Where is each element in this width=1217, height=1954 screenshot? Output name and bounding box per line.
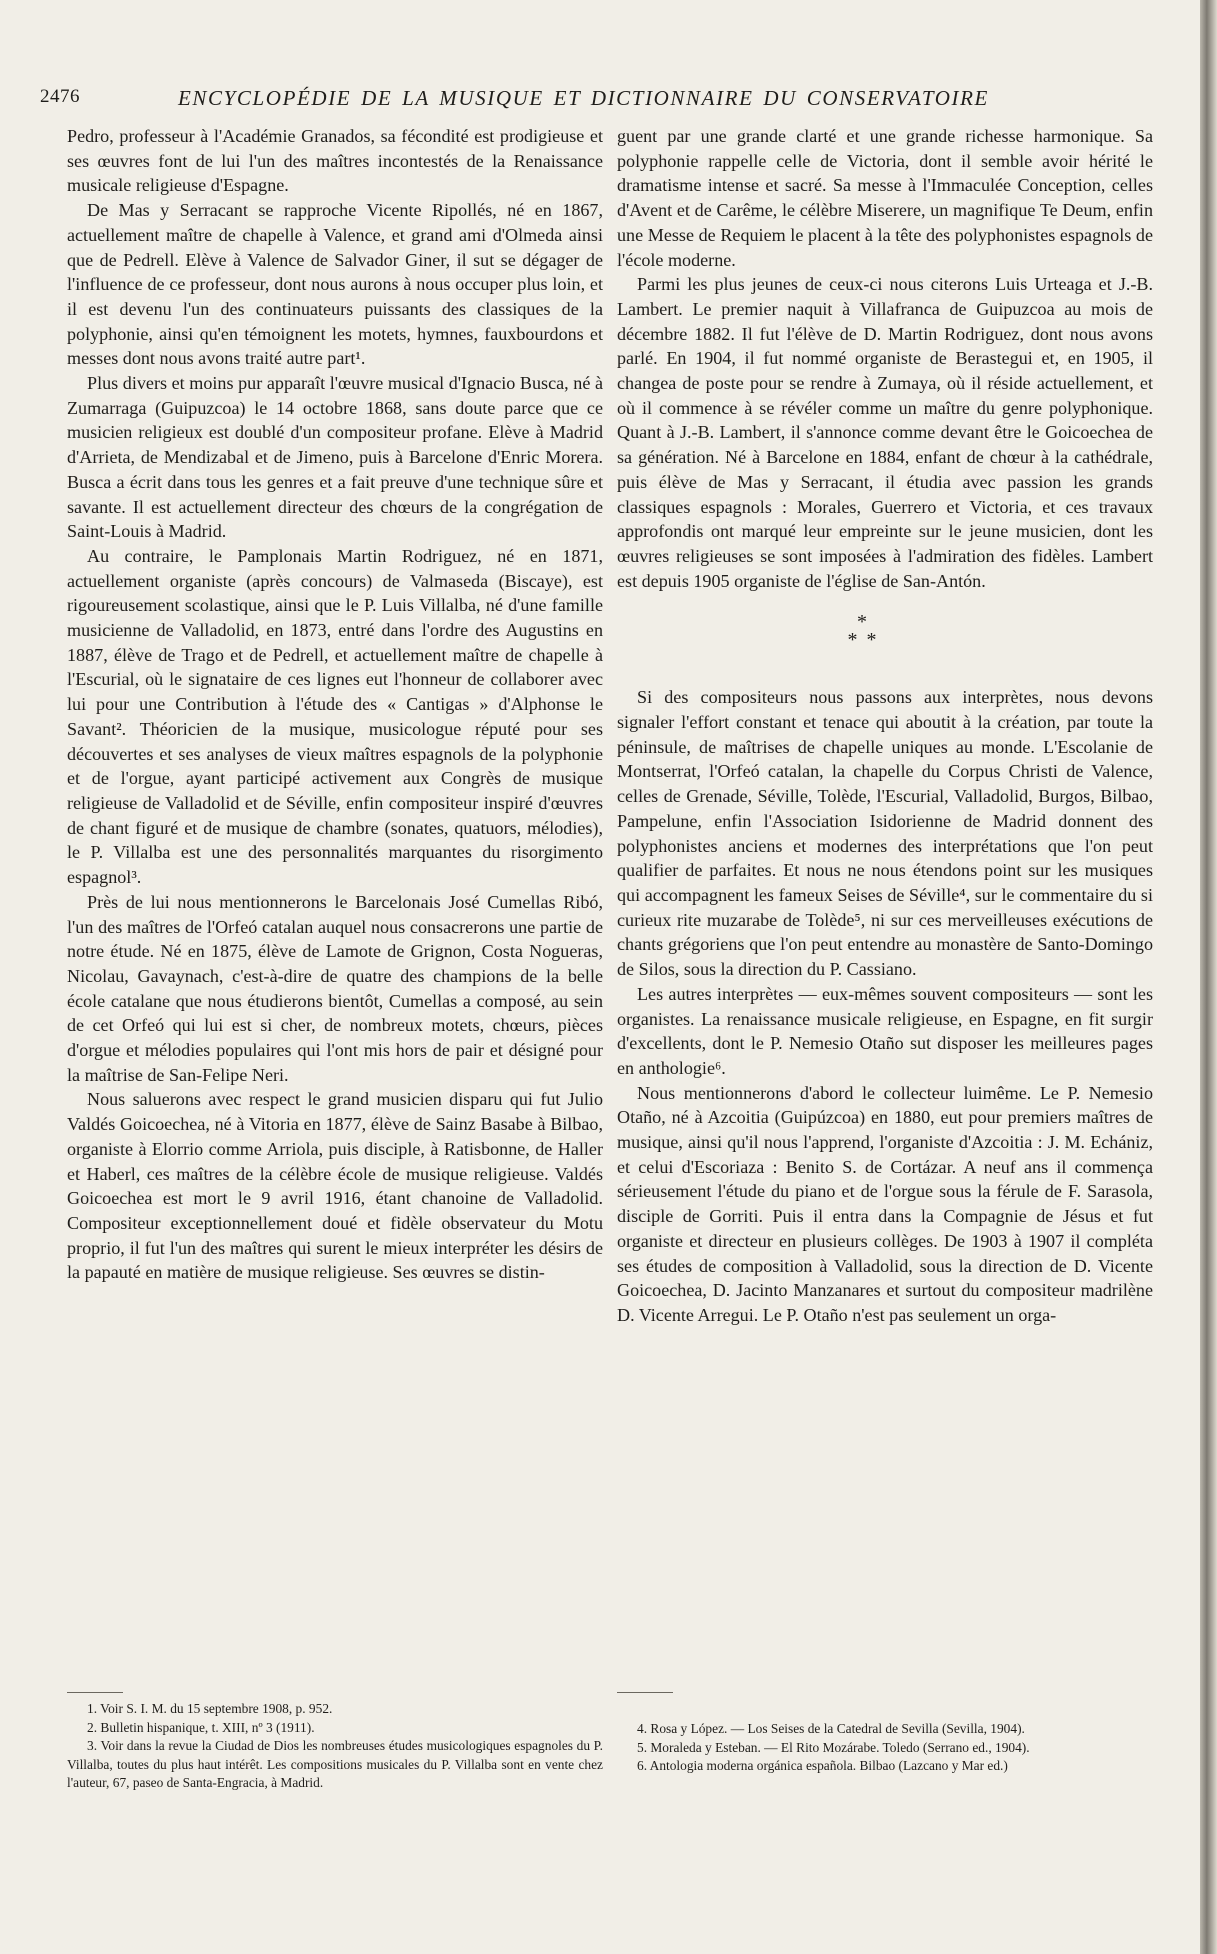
paragraph: Les autres interprètes — eux-mêmes souvent compositeurs — sont les organistes. La renaissance musicale religieuse, en Espagne, en fit surgir d'excellents, dont le P. Nemesio Otaño sut disposer les meilleures pages en anthologie⁶.: [617, 983, 1153, 1078]
paragraph: Nous mentionnerons d'abord le collecteur luimême. Le P. Nemesio Otaño, né à Azcoitia (Guipúzcoa) en 1880, eut pour premiers maîtres de musique, ainsi qu'il nous l'apprend, l'organiste d'Azcoitia : J. M. Echániz, et celui d'Escoriaza : Benito S. de Cortázar. A neuf ans il commença sérieusement l'étude du piano et de l'orgue sous la férule de F. Sarasola, disciple de Gorriti. Puis il entra dans la Compagnie de Jésus et fut organiste et directeur en plusieurs collèges. De 1903 à 1907 il compléta ses études de composition à Valladolid, sous la direction de D. Vicente Goicoechea, D. Jacinto Manzanares et surtout du compositeur madrilène D. Vicente Arregui. Le P. Otaño n'est pas seulement un orga-: [617, 1082, 1153, 1325]
footnote-rule-left: [67, 1692, 123, 1693]
footnote: 2. Bulletin hispanique, t. XIII, nº 3 (1911).: [87, 1719, 315, 1735]
asterism-ornament: * * *: [847, 611, 879, 652]
paragraph: Au contraire, le Pamplonais Martin Rodriguez, né en 1871, actuellement organiste (après concours) de Valmaseda (Biscaye), est rigoureusement scolastique, ainsi que le P. Luis Villalba, né d'une famille musicienne de Valladolid, en 1873, entré dans l'ordre des Augustins en 1887, élève de Trago et de Pedrell, et actuellement maître de chapelle à l'Escurial, où le signataire de ces lignes eut l'honneur de collaborer avec lui pour une Contribution à l'étude des « Cantigas » d'Alphonse le Savant². Théoricien de la musique, musicologue réputé pour ses découvertes et ses analyses de vieux maîtres espagnols de la polyphonie et de l'orgue, ayant participé activement aux Congrès de musique religieuse de Valladolid et de Séville, enfin compositeur inspiré d'œuvres de chant figuré et de musique de chambre (sonates, quatuors, mélodies), le P. Villalba est une des personnalités marquantes du risorgimento espagnol³.: [67, 545, 603, 888]
footnote: 1. Voir S. I. M. du 15 septembre 1908, p. 952.: [87, 1701, 333, 1716]
footnotes-left: [67, 1700, 603, 1793]
running-title: ENCYCLOPÉDIE DE LA MUSIQUE ET DICTIONNAIRE DU CONSERVATOIRE: [178, 86, 989, 110]
paragraph: guent par une grande clarté et une grande richesse harmonique. Sa polyphonie rappelle celle de Victoria, dont il semble avoir hérité le dramatisme intense et sacré. Sa messe à l'Immaculée Conception, celles d'Avent et de Carême, le célèbre Miserere, un magnifique Te Deum, enfin une Messe de Requiem le placent à la tête des polyphonistes espagnols de l'école moderne.: [617, 126, 1153, 270]
footnote: 3. Voir dans la revue la Ciudad de Dios les nombreuses études musicologiques espagnoles du P. Villalba, toutes du plus haut intérêt. Les compositions musicales du P. Villalba sont en vente chez l'auteur, 67, paseo de Santa-Engracia, à Madrid.: [67, 1738, 603, 1791]
paragraph: Si des compositeurs nous passons aux interprètes, nous devons signaler l'effort constant et tenace qui aboutit à la création, par toute la péninsule, de maîtrises de chapelle uniques au monde. L'Escolanie de Montserrat, l'Orfeó catalan, la chapelle du Corpus Christi de Valence, celles de Grenade, Séville, Tolède, l'Escurial, Valladolid, Burgos, Bilbao, Pampelune, enfin l'Association Isidorienne de Madrid donnent des polyphonistes anciens et modernes des interprétations que l'on peut qualifier de parfaites. Et nous ne nous étendons point sur les musiques qui accompagnent les fameux Seises de Séville⁴, sur le commentaire du si curieux rite muzarabe de Tolède⁵, ni sur ces merveilleuses exécutions de chants grégoriens que l'on peut entendre au monastère de Santo-Domingo de Silos, sous la direction du P. Cassiano.: [617, 687, 1153, 980]
paragraph: De Mas y Serracant se rapproche Vicente Ripollés, né en 1867, actuellement maître de chapelle à Valence, et grand ami d'Olmeda ainsi que de Pedrell. Elève à Valence de Salvador Giner, il sut se dégager de l'influence de ce professeur, dont nous aurons à nous occuper plus loin, et il est devenu l'un des continuateurs puissants des classiques de la polyphonie, ainsi qu'en témoignent les motets, hymnes, fauxbourdons et messes dont nous avons traité autre part¹.: [67, 200, 603, 369]
paragraph: Parmi les plus jeunes de ceux-ci nous citerons Luis Urteaga et J.-B. Lambert. Le premier naquit à Villafranca de Guipuzcoa au mois de décembre 1882. Il fut l'élève de D. Martin Rodriguez, dont nous avons parlé. En 1904, il fut nommé organiste de Berastegui et, en 1905, il changea de poste pour se rendre à Zumaya, où il réside actuellement, et où il commence à se révéler comme un maître du genre polyphonique. Quant à J.-B. Lambert, il s'annonce comme devant être le Goicoechea de sa génération. Né à Barcelone en 1884, enfant de chœur à la cathédrale, puis élève de Mas y Serracant, il étudia avec passion les grands classiques espagnols : Morales, Guerrero et Victoria, et ces travaux approfondis ont marqué leur empreinte sur le jeune musicien, dont les œuvres religieuses se sont imposées à l'admiration des fidèles. Lambert est depuis 1905 organiste de l'église de San-Antón.: [617, 274, 1153, 591]
paragraph: Pedro, professeur à l'Académie Granados, sa fécondité est prodigieuse et ses œuvres font de lui l'un des maîtres incontestés de la Renaissance musicale religieuse d'Espagne.: [67, 126, 603, 196]
right-column: [617, 124, 1153, 1328]
footnote: 6. Antologia moderna orgánica española. Bilbao (Lazcano y Mar ed.): [637, 1758, 1008, 1774]
footnote: 4. Rosa y López. — Los Seises de la Catedral de Sevilla (Sevilla, 1904).: [637, 1721, 1025, 1736]
footnote-rule-right: [617, 1692, 673, 1693]
page-edge: [1200, 0, 1217, 1954]
paragraph: Plus divers et moins pur apparaît l'œuvre musical d'Ignacio Busca, né à Zumarraga (Guipuzcoa) le 14 octobre 1868, sans doute parce que ce musicien religieux est doublé d'un compositeur profane. Elève à Madrid d'Arrieta, de Mendizabal et de Jimeno, puis à Barcelone d'Enric Morera. Busca a écrit dans tous les genres et a fait preuve d'une technique sûre et savante. Il est actuellement directeur des chœurs de la congrégation de Saint-Louis à Madrid.: [67, 373, 603, 542]
paragraph: Nous saluerons avec respect le grand musicien disparu qui fut Julio Valdés Goicoechea, né à Vitoria en 1877, élève de Sainz Basabe à Bilbao, organiste à Elorrio comme Arriola, puis disciple, à Ratisbonne, de Haller et Haberl, ces maîtres de la célèbre école de musique religieuse. Valdés Goicoechea est mort le 9 avril 1916, étant chanoine de Valladolid. Compositeur exceptionnellement doué et fidèle observateur du Motu proprio, il fut l'un des maîtres qui surent le mieux interpréter les désirs de la papauté en matière de musique religieuse. Ses œuvres se distin-: [67, 1089, 603, 1283]
page-number: 2476: [40, 86, 80, 107]
section-separator: [617, 593, 1153, 685]
footnotes-right: [617, 1720, 1153, 1776]
footnote: 5. Moraleda y Esteban. — El Rito Mozárabe. Toledo (Serrano ed., 1904).: [637, 1739, 1030, 1755]
left-column: [67, 124, 603, 1285]
paragraph: Près de lui nous mentionnerons le Barcelonais José Cumellas Ribó, l'un des maîtres de l'Orfeó catalan auquel nous consacrerons une partie de notre étude. Né en 1875, élève de Lamote de Grignon, Costa Nogueras, Nicolau, Gavaynach, c'est-à-dire de quatre des champions de la belle école catalane que nous étudierons bientôt, Cumellas a composé, au sein de cet Orfeó qui lui est si cher, de nombreux motets, chœurs, pièces d'orgue et mélodies populaires qui l'ont mis hors de pair et désigné pour la maîtrise de San-Felipe Neri.: [67, 891, 603, 1085]
running-header: [40, 86, 1158, 112]
